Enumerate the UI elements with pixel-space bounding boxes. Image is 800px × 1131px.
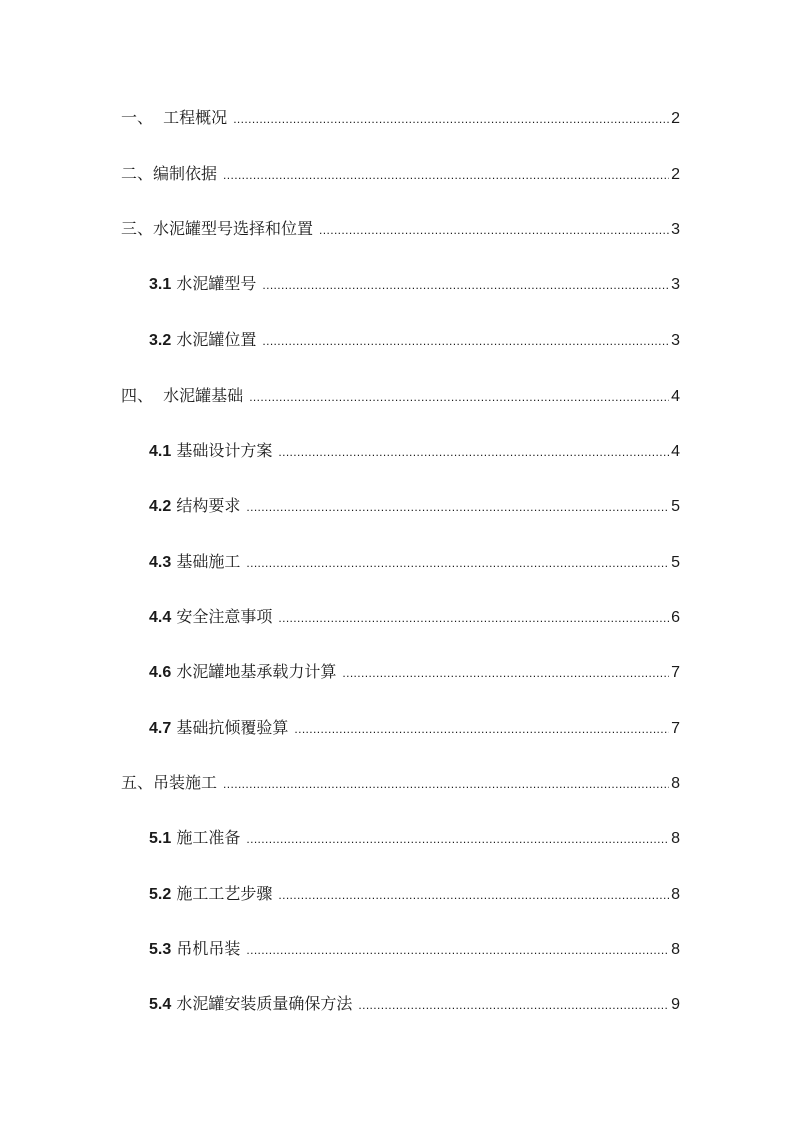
toc-page-number: 3 (671, 276, 680, 293)
toc-entry-number: 3.2 (149, 332, 172, 349)
toc-page-number: 9 (671, 996, 680, 1013)
toc-entry-title: 一、 工程概况 (121, 108, 228, 127)
toc-entry-text: 基础设计方案 (176, 441, 273, 460)
toc-entry-text: 基础施工 (176, 552, 241, 571)
toc-entry-5[interactable] (121, 772, 680, 794)
toc-dot-leader (294, 718, 669, 740)
toc-dot-leader (223, 773, 669, 795)
toc-entry-title (149, 495, 240, 518)
toc-entry-title (149, 551, 240, 574)
toc-entry-4-1[interactable] (149, 440, 680, 462)
toc-entry-4-2[interactable] (149, 495, 680, 517)
toc-dot-leader (246, 552, 669, 574)
toc-page-number: 3 (671, 221, 680, 238)
toc-entry-4-7[interactable] (149, 717, 680, 739)
toc-entry-text: 水泥罐位置 (176, 330, 257, 349)
toc-page-number: 5 (671, 554, 680, 571)
toc-entry-text: 吊机吊装 (176, 939, 241, 958)
toc-entry-number: 4.3 (149, 554, 172, 571)
toc-entry-title (149, 440, 272, 463)
toc-dot-leader (246, 828, 669, 850)
toc-page-number: 8 (671, 830, 680, 847)
toc-entry-title (149, 938, 240, 961)
toc-entry-4-3[interactable] (149, 551, 680, 573)
toc-page-number: 2 (671, 166, 680, 183)
toc-entry-5-4[interactable] (149, 993, 680, 1015)
toc-entry-title (149, 273, 256, 296)
toc-entry-title (149, 883, 272, 906)
toc-entry-number: 4.1 (149, 443, 172, 460)
toc-entry-number: 5.3 (149, 941, 172, 958)
toc-entry-text: 水泥罐地基承载力计算 (176, 662, 337, 681)
toc-dot-leader (342, 662, 669, 684)
toc-page-number: 4 (671, 388, 680, 405)
toc-entry-text: 施工工艺步骤 (176, 884, 273, 903)
toc-entry-title: 二、编制依据 (121, 164, 218, 183)
toc-entry-text: 安全注意事项 (176, 607, 273, 626)
toc-entry-title (149, 329, 256, 352)
toc-dot-leader (358, 994, 669, 1016)
toc-dot-leader (233, 108, 669, 130)
toc-entry-title (149, 606, 272, 629)
toc-entry-5-2[interactable] (149, 883, 680, 905)
toc-page-number: 6 (671, 609, 680, 626)
toc-page-number: 4 (671, 443, 680, 460)
toc-entry-number: 5.1 (149, 830, 172, 847)
toc-page-number: 7 (671, 720, 680, 737)
toc-dot-leader (278, 607, 669, 629)
toc-page-number: 5 (671, 498, 680, 515)
toc-entry-3-2[interactable] (149, 329, 680, 351)
toc-entry-number: 4.4 (149, 609, 172, 626)
toc-entry-title: 五、吊装施工 (121, 773, 218, 792)
toc-entry-title (149, 993, 352, 1016)
toc-entry-number: 3.1 (149, 276, 172, 293)
toc-page-number: 7 (671, 664, 680, 681)
toc-entry-title (149, 717, 288, 740)
toc-entry-number: 4.2 (149, 498, 172, 515)
toc-entry-text: 水泥罐安装质量确保方法 (176, 994, 353, 1013)
toc-dot-leader (223, 164, 669, 186)
toc-entry-3[interactable] (121, 218, 680, 240)
toc-entry-title: 三、水泥罐型号选择和位置 (121, 219, 314, 238)
toc-entry-number: 5.4 (149, 996, 172, 1013)
toc-entry-text: 结构要求 (176, 496, 241, 515)
toc-dot-leader (278, 441, 669, 463)
toc-dot-leader (262, 330, 669, 352)
toc-dot-leader (262, 274, 669, 296)
toc-entry-title: 四、 水泥罐基础 (121, 386, 244, 405)
toc-page-number: 2 (671, 110, 680, 127)
toc-entry-5-3[interactable] (149, 938, 680, 960)
toc-page-number: 3 (671, 332, 680, 349)
toc-dot-leader (249, 386, 669, 408)
toc-entry-4[interactable] (121, 385, 680, 407)
toc-entry-title (149, 661, 336, 684)
toc-entry-text: 施工准备 (176, 828, 241, 847)
toc-page-number: 8 (671, 941, 680, 958)
toc-dot-leader (278, 884, 669, 906)
toc-page-number: 8 (671, 886, 680, 903)
toc-entry-title (149, 827, 240, 850)
toc-entry-number: 4.6 (149, 664, 172, 681)
toc-entry-text: 水泥罐型号 (176, 274, 257, 293)
toc-entry-5-1[interactable] (149, 827, 680, 849)
toc-entry-number: 4.7 (149, 720, 172, 737)
toc-entry-4-6[interactable] (149, 661, 680, 683)
toc-dot-leader (246, 939, 669, 961)
toc-entry-2[interactable] (121, 163, 680, 185)
toc-dot-leader (319, 219, 669, 241)
toc-entry-text: 基础抗倾覆验算 (176, 718, 289, 737)
toc-entry-4-4[interactable] (149, 606, 680, 628)
toc-entry-1[interactable] (121, 107, 680, 129)
toc-entry-number: 5.2 (149, 886, 172, 903)
toc-entry-3-1[interactable] (149, 273, 680, 295)
toc-page-number: 8 (671, 775, 680, 792)
toc-dot-leader (246, 496, 669, 518)
